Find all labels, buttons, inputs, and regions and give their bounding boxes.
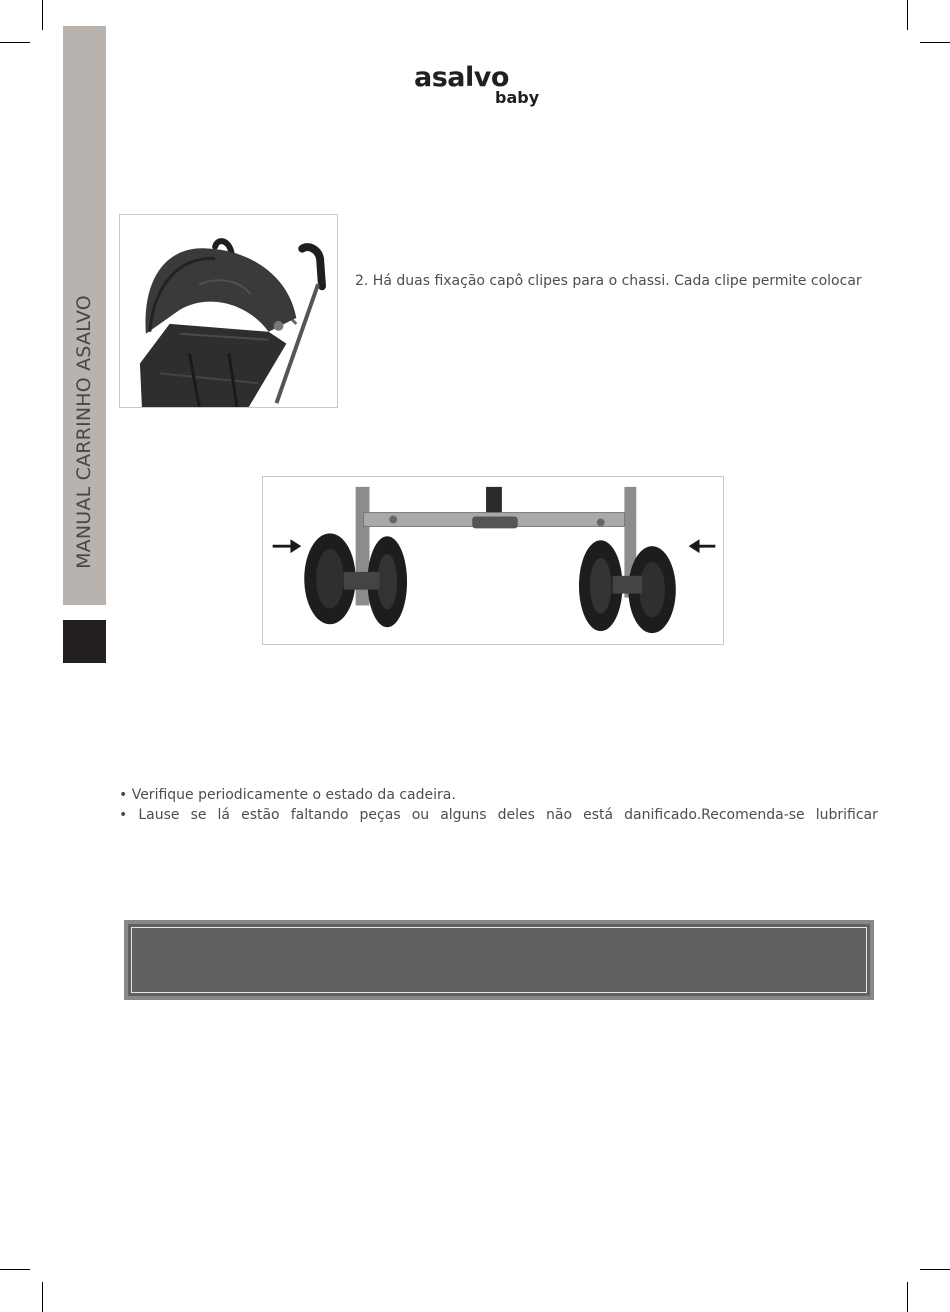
stroller-canopy-illustration: [120, 215, 337, 407]
bullet-word: alguns: [440, 807, 487, 823]
bullet-check-seat: • Verifique periodicamente o estado da cadeira.: [119, 787, 456, 803]
bullet-word: lubrificar: [815, 807, 878, 823]
bullet-missing-parts: [119, 805, 878, 825]
warning-box-inner-border: [131, 927, 867, 993]
page-marker-block: [63, 620, 106, 663]
bullet-word: •: [119, 807, 128, 823]
bullet-word: não: [546, 807, 573, 823]
bullet-word: danificado.Recomenda-se: [624, 807, 805, 823]
crop-mark: [0, 42, 30, 43]
bullet-word: Lause: [138, 807, 180, 823]
crop-mark: [907, 0, 908, 30]
brand-logo: [414, 62, 539, 112]
bullet-word: lá: [217, 807, 231, 823]
stroller-wheels-photo: [262, 476, 724, 645]
crop-mark: [42, 1282, 43, 1312]
crop-mark: [907, 1282, 908, 1312]
stroller-canopy-photo: [119, 214, 338, 408]
bullet-word: se: [190, 807, 207, 823]
stroller-wheels-illustration: [263, 477, 723, 644]
step-2-text: 2. Há duas fixação capô clipes para o chassi. Cada clipe permite colocar: [355, 273, 862, 289]
warning-box: [124, 920, 874, 1000]
bullet-word: ou: [411, 807, 430, 823]
bullet-word: deles: [497, 807, 535, 823]
bullet-word: está: [583, 807, 614, 823]
logo-wordmark: asalvo: [414, 62, 509, 93]
crop-mark: [42, 0, 43, 30]
maintenance-bullets: [119, 785, 878, 825]
bullet-word: faltando: [290, 807, 349, 823]
bullet-word: peças: [359, 807, 401, 823]
crop-mark: [920, 1269, 950, 1270]
logo-subtitle: baby: [495, 88, 540, 107]
crop-mark: [920, 42, 950, 43]
sidebar-title: MANUAL CARRINHO ASALVO: [73, 295, 95, 569]
crop-mark: [0, 1269, 30, 1270]
bullet-word: estão: [241, 807, 280, 823]
